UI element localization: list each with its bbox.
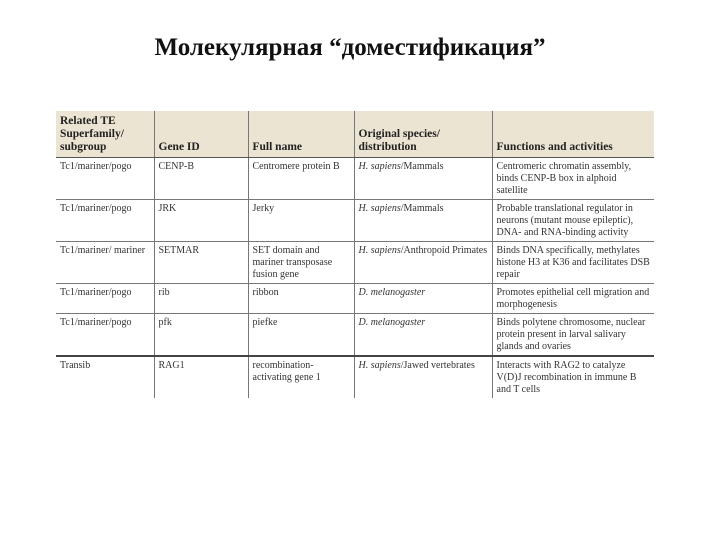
cell-gene-id: JRK xyxy=(154,200,248,242)
table-row xyxy=(56,284,654,314)
species-distribution: /Anthropoid Primates xyxy=(400,245,488,256)
table-row xyxy=(56,242,654,284)
table-row xyxy=(56,356,654,398)
species-name: H. sapiens xyxy=(358,245,401,256)
slide-title: Молекулярная “доместификация” xyxy=(154,34,546,61)
cell-species xyxy=(354,200,492,242)
table-header-row xyxy=(56,111,654,158)
cell-full-name: Jerky xyxy=(248,200,354,242)
cell-gene-id: SETMAR xyxy=(154,242,248,284)
cell-functions: Binds DNA specifically, methylates histone H3 at K36 and facilitates DSB repair xyxy=(492,242,654,284)
cell-functions: Interacts with RAG2 to catalyze V(D)J recombination in immune B and T cells xyxy=(492,356,654,398)
species-distribution: /Mammals xyxy=(400,161,444,172)
species-name: H. sapiens xyxy=(358,203,401,214)
table-row xyxy=(56,200,654,242)
cell-gene-id: rib xyxy=(154,284,248,314)
cell-gene-id: RAG1 xyxy=(154,356,248,398)
species-name: D. melanogaster xyxy=(358,317,426,328)
species-distribution: /Mammals xyxy=(400,203,444,214)
cell-species xyxy=(354,356,492,398)
domestication-table xyxy=(56,111,654,398)
cell-superfamily: Tc1/mariner/ mariner xyxy=(56,242,154,284)
cell-functions: Probable translational regulator in neurons (mutant mouse epileptic), DNA- and RNA-binding activity xyxy=(492,200,654,242)
cell-full-name: recombination-activating gene 1 xyxy=(248,356,354,398)
cell-functions: Centromeric chromatin assembly, binds CENP-B box in alphoid satellite xyxy=(492,158,654,200)
cell-functions: Binds polytene chromosome, nuclear protein present in larval salivary glands and ovaries xyxy=(492,314,654,357)
cell-superfamily: Tc1/mariner/pogo xyxy=(56,158,154,200)
cell-full-name: Centromere protein B xyxy=(248,158,354,200)
cell-full-name: piefke xyxy=(248,314,354,357)
cell-superfamily: Tc1/mariner/pogo xyxy=(56,314,154,357)
table-row xyxy=(56,314,654,357)
species-name: D. melanogaster xyxy=(358,287,426,298)
species-name: H. sapiens xyxy=(358,360,401,371)
cell-species xyxy=(354,284,492,314)
species-distribution: /Jawed vertebrates xyxy=(400,360,475,371)
cell-superfamily: Tc1/mariner/pogo xyxy=(56,284,154,314)
cell-species xyxy=(354,242,492,284)
cell-full-name: SET domain and mariner transposase fusion gene xyxy=(248,242,354,284)
header-superfamily: Related TE Superfamily/ subgroup xyxy=(56,111,154,158)
header-gene-id: Gene ID xyxy=(154,111,248,158)
cell-species xyxy=(354,314,492,357)
cell-full-name: ribbon xyxy=(248,284,354,314)
cell-gene-id: CENP-B xyxy=(154,158,248,200)
cell-gene-id: pfk xyxy=(154,314,248,357)
species-name: H. sapiens xyxy=(358,161,401,172)
cell-functions: Promotes epithelial cell migration and morphogenesis xyxy=(492,284,654,314)
table-row xyxy=(56,158,654,200)
header-full-name: Full name xyxy=(248,111,354,158)
cell-superfamily: Tc1/mariner/pogo xyxy=(56,200,154,242)
header-species: Original species/ distribution xyxy=(354,111,492,158)
cell-species xyxy=(354,158,492,200)
header-functions: Functions and activities xyxy=(492,111,654,158)
cell-superfamily: Transib xyxy=(60,360,91,371)
